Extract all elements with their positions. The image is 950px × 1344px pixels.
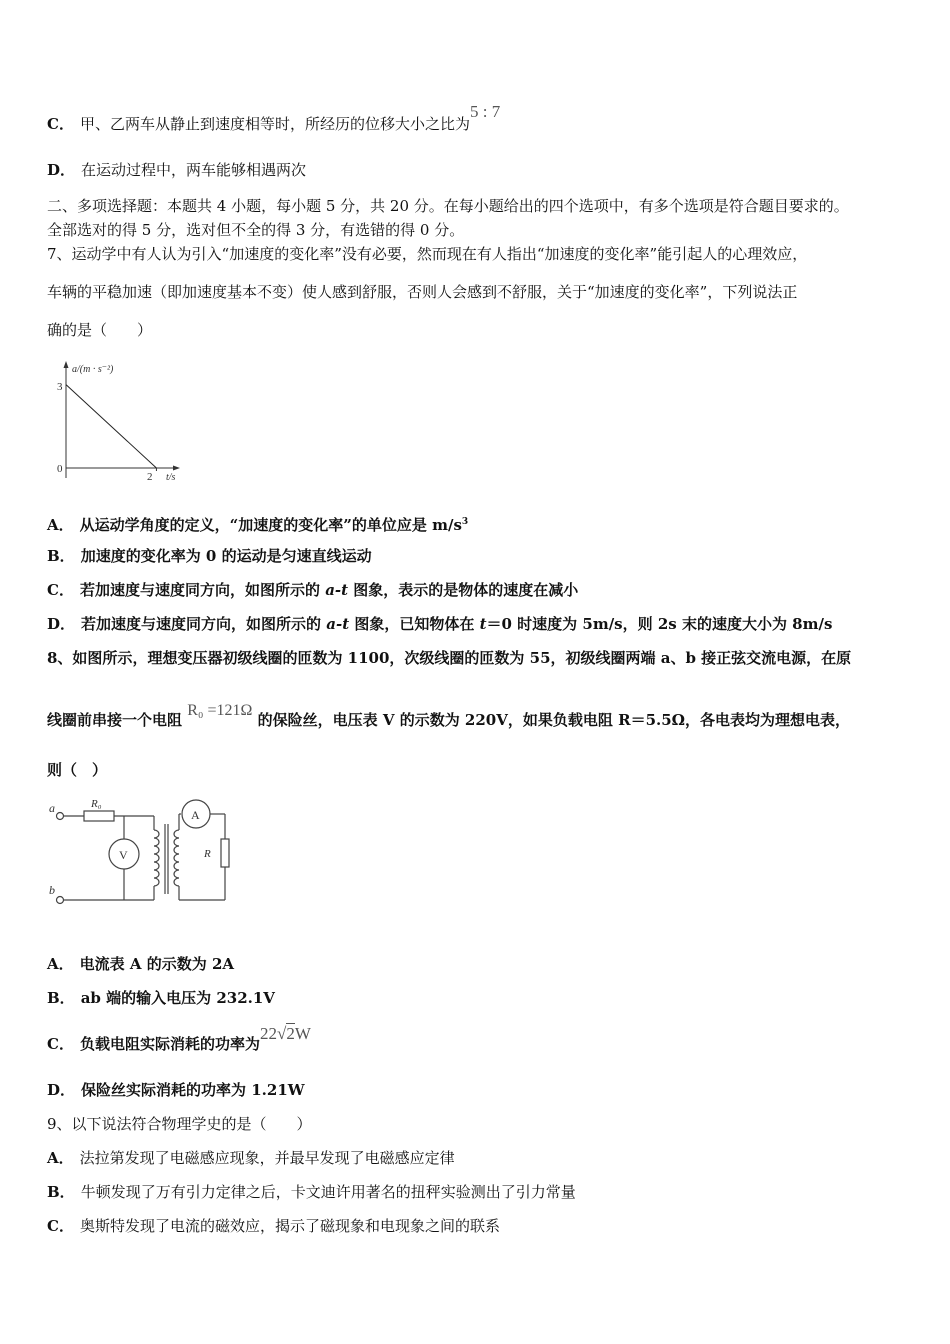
q8-option-d: [47, 1080, 305, 1100]
primary-coil: [154, 830, 159, 886]
fuse-resistance-math: R₀ =121Ω: [187, 702, 253, 719]
q7-stem-line1: 7、运动学中有人认为引入“加速度的变化率”没有必要，然而现在有人指出“加速度的变化率”能引起人的心理效应，: [47, 245, 808, 263]
at-series-line: [66, 385, 156, 468]
load-resistor-r: [221, 839, 229, 867]
origin-label: 0: [57, 463, 63, 475]
option-key: C．: [47, 1035, 74, 1053]
unit-exponent: 3: [461, 517, 469, 527]
option-text: 牛顿发现了万有引力定律之后，卡文迪许用著名的扭秤实验测出了引力常量: [80, 1183, 576, 1201]
q7-at-graph: [50, 358, 190, 486]
q8-option-a: [47, 954, 234, 974]
option-text-post: 图象，表示的是物体的速度在减小: [348, 581, 579, 599]
fuse-resistor-r0: [84, 811, 114, 821]
x-axis-arrow: [173, 466, 180, 471]
terminal-b: [57, 897, 64, 904]
power-coefficient: 22: [259, 1024, 277, 1043]
stem-text-post: 的保险丝，电压表 V 的示数为 220V，如果负载电阻 R＝5.5Ω，各电表均为理想电表，: [252, 711, 851, 729]
q8-stem-line2: [47, 702, 851, 731]
option-text: 在运动过程中，两车能够相遇两次: [81, 161, 307, 179]
option-key: C．: [47, 1217, 74, 1235]
y-axis-label: a/(m · s⁻²): [72, 364, 114, 375]
x-axis-label: t/s: [166, 472, 176, 483]
power-radicand: 2: [286, 1024, 295, 1043]
option-text: 负载电阻实际消耗的功率为: [79, 1035, 260, 1053]
option-text: 保险丝实际消耗的功率为 1.21W: [81, 1081, 305, 1099]
section-header-line2: 全部选对的得 5 分，选对但不全的得 3 分，有选错的得 0 分。: [47, 221, 465, 239]
q8-option-c: [47, 1024, 311, 1054]
q7-option-c: [47, 580, 578, 600]
option-key: D．: [47, 161, 76, 179]
q8-option-b: [47, 988, 275, 1008]
q7-stem-line2: 车辆的平稳加速（即加速度基本不变）使人感到舒服，否则人会感到不舒服，关于“加速度的变化率”，下列说法正: [47, 283, 798, 301]
option-text: ab 端的输入电压为 232.1V: [80, 989, 275, 1007]
option-key: B．: [47, 989, 75, 1007]
option-text-mid: 图象，已知物体在: [349, 615, 480, 633]
option-key: D．: [47, 1081, 76, 1099]
terminal-a: [57, 813, 64, 820]
option-key: A．: [47, 1149, 74, 1167]
q7-stem-line3: 确的是（ ）: [47, 321, 153, 339]
section-header-line1: 二、多项选择题：本题共 4 小题，每小题 5 分，共 20 分。在每小题给出的四个选项中，有多个选项是符合题目要求的。: [47, 197, 849, 215]
ratio-math: 5 : 7: [469, 102, 501, 121]
option-key: B．: [47, 1183, 75, 1201]
label-r: R: [204, 848, 211, 860]
q7-option-b: [47, 546, 372, 566]
t-symbol: t: [479, 615, 487, 633]
option-key: A．: [47, 516, 74, 534]
option-text: 奥斯特发现了电流的磁效应，揭示了磁现象和电现象之间的联系: [79, 1217, 500, 1235]
option-text: 甲、乙两车从静止到速度相等时，所经历的位移大小之比为: [79, 115, 470, 133]
q9-option-a: [47, 1148, 455, 1168]
q8-stem-line1: 8、如图所示，理想变压器初级线圈的匝数为 1100，次级线圈的匝数为 55，初级线圈两端 a、b 接正弦交流电源，在原: [47, 649, 852, 667]
label-r0: R₀: [91, 798, 102, 810]
label-b: b: [49, 883, 55, 897]
stem-text-pre: 线圈前串接一个电阻: [47, 711, 188, 729]
at-symbol: a-t: [326, 615, 350, 633]
option-text-post: ＝0 时速度为 5m/s，则 2s 末的速度大小为 8m/s: [486, 615, 833, 633]
power-math: [260, 1024, 311, 1043]
option-key: C．: [47, 581, 74, 599]
option-text: 法拉第发现了电磁感应现象，并最早发现了电磁感应定律: [79, 1149, 455, 1167]
q8-stem-line3: 则（ ）: [47, 761, 108, 779]
option-text: 从运动学角度的定义，“加速度的变化率”的单位应是 m/s: [79, 516, 462, 534]
secondary-coil: [174, 830, 179, 886]
q9-option-b: [47, 1182, 576, 1202]
option-key: B．: [47, 547, 75, 565]
label-v: V: [119, 848, 128, 862]
q8-transformer-circuit: [44, 794, 244, 912]
y-axis-arrow: [64, 361, 69, 368]
option-text-pre: 若加速度与速度同方向，如图所示的: [79, 581, 326, 599]
sqrt-symbol: √: [276, 1024, 287, 1043]
option-key: C．: [47, 115, 74, 133]
option-text-pre: 若加速度与速度同方向，如图所示的: [81, 615, 327, 633]
y-tick-3: 3: [57, 381, 63, 393]
q7-option-d: [47, 614, 832, 634]
q9-stem: 9、以下说法符合物理学史的是（ ）: [47, 1115, 312, 1133]
q9-option-c: [47, 1216, 500, 1236]
q6-option-c: [47, 102, 501, 134]
q6-option-d: [47, 160, 306, 180]
x-tick-2: 2: [147, 471, 153, 483]
option-key: A．: [47, 955, 74, 973]
at-symbol: a-t: [325, 581, 349, 599]
q7-option-a: [47, 512, 468, 535]
option-text: 电流表 A 的示数为 2A: [79, 955, 235, 973]
power-unit: W: [294, 1024, 311, 1043]
option-key: D．: [47, 615, 76, 633]
label-ammeter: A: [191, 808, 200, 822]
label-a: a: [49, 801, 55, 815]
option-text: 加速度的变化率为 0 的运动是匀速直线运动: [80, 547, 372, 565]
